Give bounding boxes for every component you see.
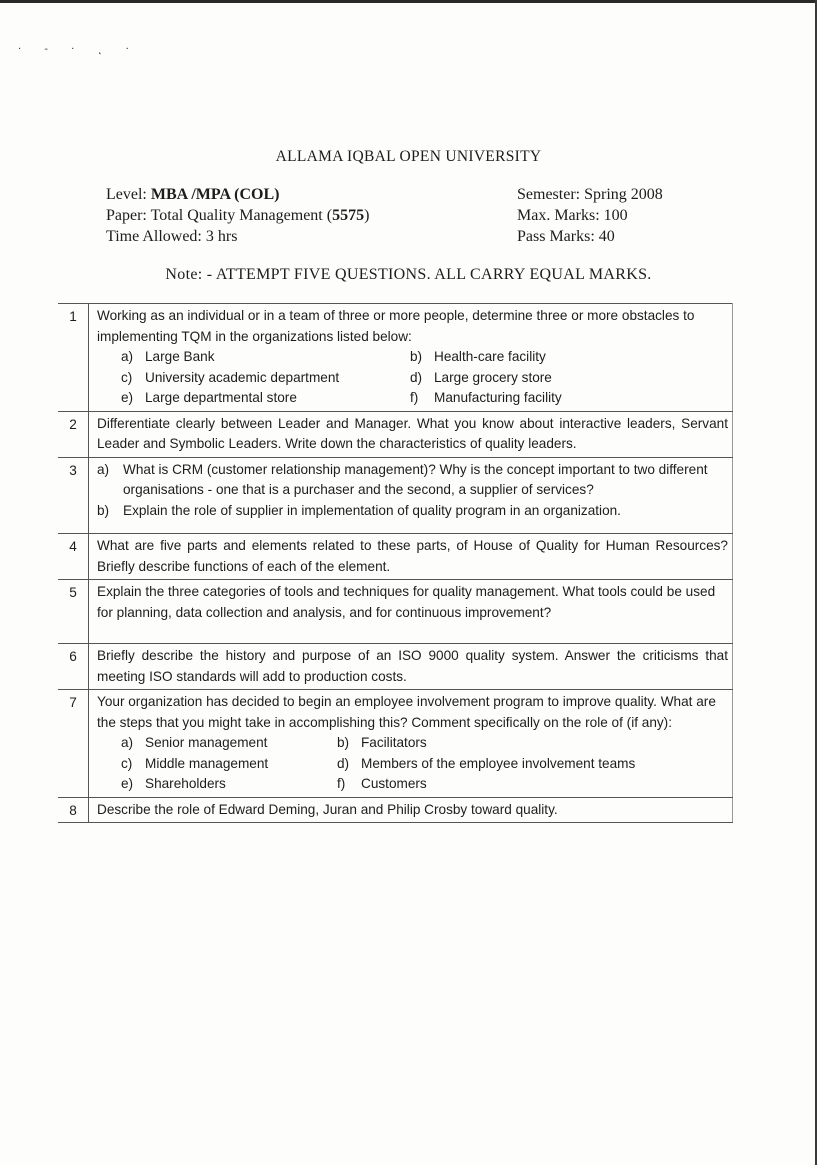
- level-line: Level: MBA /MPA (COL): [106, 186, 280, 203]
- sub-question: a) What is CRM (customer relationship management)? Why is the concept important to two different organisations - one that is a purchaser and the second, a supplier of services?: [97, 461, 708, 497]
- question-number: 4: [58, 534, 89, 580]
- max-marks: Max. Marks: 100: [517, 207, 628, 224]
- question-row: [58, 580, 733, 644]
- questions-table: [58, 303, 733, 823]
- question-text: Describe the role of Edward Deming, Juran and Philip Crosby toward quality.: [89, 797, 733, 823]
- pass-marks: Pass Marks: 40: [517, 228, 615, 245]
- question-row: [58, 411, 733, 457]
- question-row: [58, 534, 733, 580]
- sub-question: b) Explain the role of supplier in implementation of quality program in an organization.: [97, 502, 621, 518]
- question-number: 2: [58, 411, 89, 457]
- question-row: [58, 644, 733, 690]
- question-number: 5: [58, 580, 89, 644]
- question-row: [58, 797, 733, 823]
- paper-line: Paper: Total Quality Management (5575): [106, 207, 370, 224]
- question-number: 6: [58, 644, 89, 690]
- question-text: [89, 457, 733, 534]
- semester: Semester: Spring 2008: [517, 186, 663, 203]
- question-text: Working as an individual or in a team of three or more people, determine three or more obstacles to implementing TQM in the organizations listed below: a) Large Bank b) Health-care facility c) University academic department d) Large grocery store e) Large departmental store f) Manufacturing facility: [89, 304, 733, 412]
- time-allowed: Time Allowed: 3 hrs: [106, 228, 238, 245]
- exam-note: Note: - ATTEMPT FIVE QUESTIONS. ALL CARRY EQUAL MARKS.: [165, 266, 652, 283]
- option-list: a) Senior management b) Facilitators c) Middle management d) Members of the employee involvement teams e) Shareholders f) Customers: [121, 735, 636, 791]
- question-number: 3: [58, 457, 89, 534]
- scan-edge-top: [0, 0, 817, 3]
- question-number: 1: [58, 304, 89, 412]
- scan-specks: · ‐ · ˛ ·: [18, 44, 139, 55]
- exam-meta-left: [106, 184, 369, 247]
- question-number: 7: [58, 690, 89, 798]
- question-row: [58, 690, 733, 798]
- exam-meta-right: [517, 184, 663, 247]
- question-text: Briefly describe the history and purpose of an ISO 9000 quality system. Answer the criticisms that meeting ISO standards will add to production costs.: [89, 644, 733, 690]
- question-text: Your organization has decided to begin an employee involvement program to improve quality. What are the steps that you might take in accomplishing this? Comment specifically on the role of (if any): a) Senior management b) Facilitators c) Middle management d) Members of the employee involvement teams e) Shareholders f) Customers: [89, 690, 733, 798]
- question-number: 8: [58, 797, 89, 823]
- level-value: MBA /MPA (COL): [150, 186, 280, 203]
- university-title: ALLAMA IQBAL OPEN UNIVERSITY: [275, 148, 542, 165]
- question-text: Explain the three categories of tools and techniques for quality management. What tools could be used for planning, data collection and analysis, and for continuous improvement?: [89, 580, 733, 644]
- question-text: Differentiate clearly between Leader and Manager. What you know about interactive leaders, Servant Leader and Symbolic Leaders. Write down the characteristics of quality leaders.: [89, 411, 733, 457]
- option-list: a) Large Bank b) Health-care facility c) University academic department d) Large grocery store e) Large departmental store f) Manufacturing facility: [121, 349, 562, 405]
- question-text: What are five parts and elements related to these parts, of House of Quality for Human Resources? Briefly describe functions of each of the element.: [89, 534, 733, 580]
- paper-code: 5575: [332, 207, 365, 224]
- question-row: [58, 457, 733, 534]
- question-row: [58, 304, 733, 412]
